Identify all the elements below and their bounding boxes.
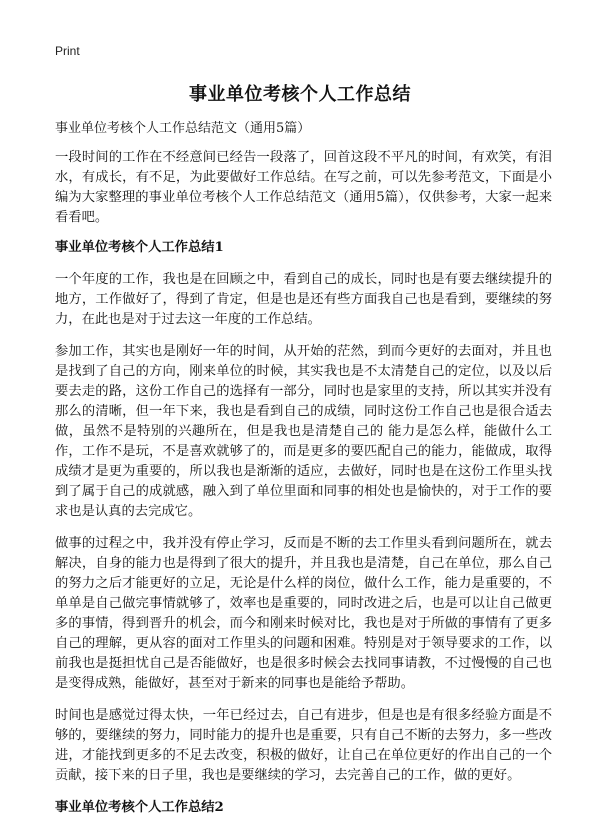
intro-paragraph: 一段时间的工作在不经意间已经告一段落了，回首这段不平凡的时间，有欢笑，有泪水，有成长，有不足，为此要做好工作总结。在写之前，可以先参考范文，下面是小编为大家整理的事业单位考核个人工作总结范文（通用5篇），仅供参考，大家一起来看看吧。 [55,150,552,225]
section-paragraph: 时间也是感觉过得太快，一年已经过去，自己有进步，但是也是有很多经验方面是不够的，要继续的努力，同时能力的提升也是重要，只有自己不断的去努力，多一些改进，才能找到更多的不足去改变，积极的做好，让自己在单位更好的作出自己的一个贡献，接下来的日子里，我也是要继续的学习，去完善自己的工作，做的更好。 [55,708,552,783]
section-heading: 事业单位考核个人工作总结2 [55,800,224,815]
section-paragraph: 做事的过程之中，我并没有停止学习，反而是不断的去工作里头看到问题所在，就去解决，自身的能力也是得到了很大的提升，并且我也是清楚，自己在单位，那么自己的努力之后才能更好的立足，无论是什么样的岗位，做什么工作，能力是重要的，不单单是自己做完事情就够了，效率也是重要的，同时改进之后，也是可以让自己做更多的事情，得到晋升的机会，而今和刚来时候对比，我也是对于所做的事情有了更多自己的理解，更从容的面对工作里头的问题和困难。特别是对于领导要求的工作，以前我也是挺担忧自己是否能做好，也是很多时候会去找同事请教，不过慢慢的自己也是变得成熟，能做好，甚至对于新来的同事也是能给予帮助。 [55,536,552,691]
document-subtitle: 事业单位考核个人工作总结范文（通用5篇） [55,121,311,136]
print-link[interactable]: Print [55,44,80,58]
section-paragraph: 一个年度的工作，我也是在回顾之中，看到自己的成长，同时也是有要去继续提升的地方，工作做好了，得到了肯定，但是也是还有些方面我自己也是看到，要继续的努力，在此也是对于过去这一年度的工作总结。 [55,272,552,327]
section-heading: 事业单位考核个人工作总结1 [55,240,224,255]
page-title: 事业单位考核个人工作总结 [189,84,411,105]
document-body [55,148,552,830]
section-paragraph: 参加工作，其实也是刚好一年的时间，从开始的茫然，到而今更好的去面对，并且也是找到了自己的方向，刚来单位的时候，其实我也是不太清楚自己的定位，以及以后要去走的路，这份工作自己的选择有一部分，同时也是家里的支持，所以其实并没有那么的清晰，但一年下来，我也是看到自己的成绩，同时这份工作自己也是很合适去做，虽然不是特别的兴趣所在，但是我也是清楚自己的 能力是怎么样，能做什么工作，工作不是玩，不是喜欢就够了的，而是更多的要匹配自己的能力，能做成，取得成绩才是更为重要的，所以我也是渐渐的适应，去做好，同时也是在这份工作里头找到了属于自己的成就感，融入到了单位里面和同事的相处也是愉快的，对于工作的要求也是认真的去完成它。 [55,344,552,519]
